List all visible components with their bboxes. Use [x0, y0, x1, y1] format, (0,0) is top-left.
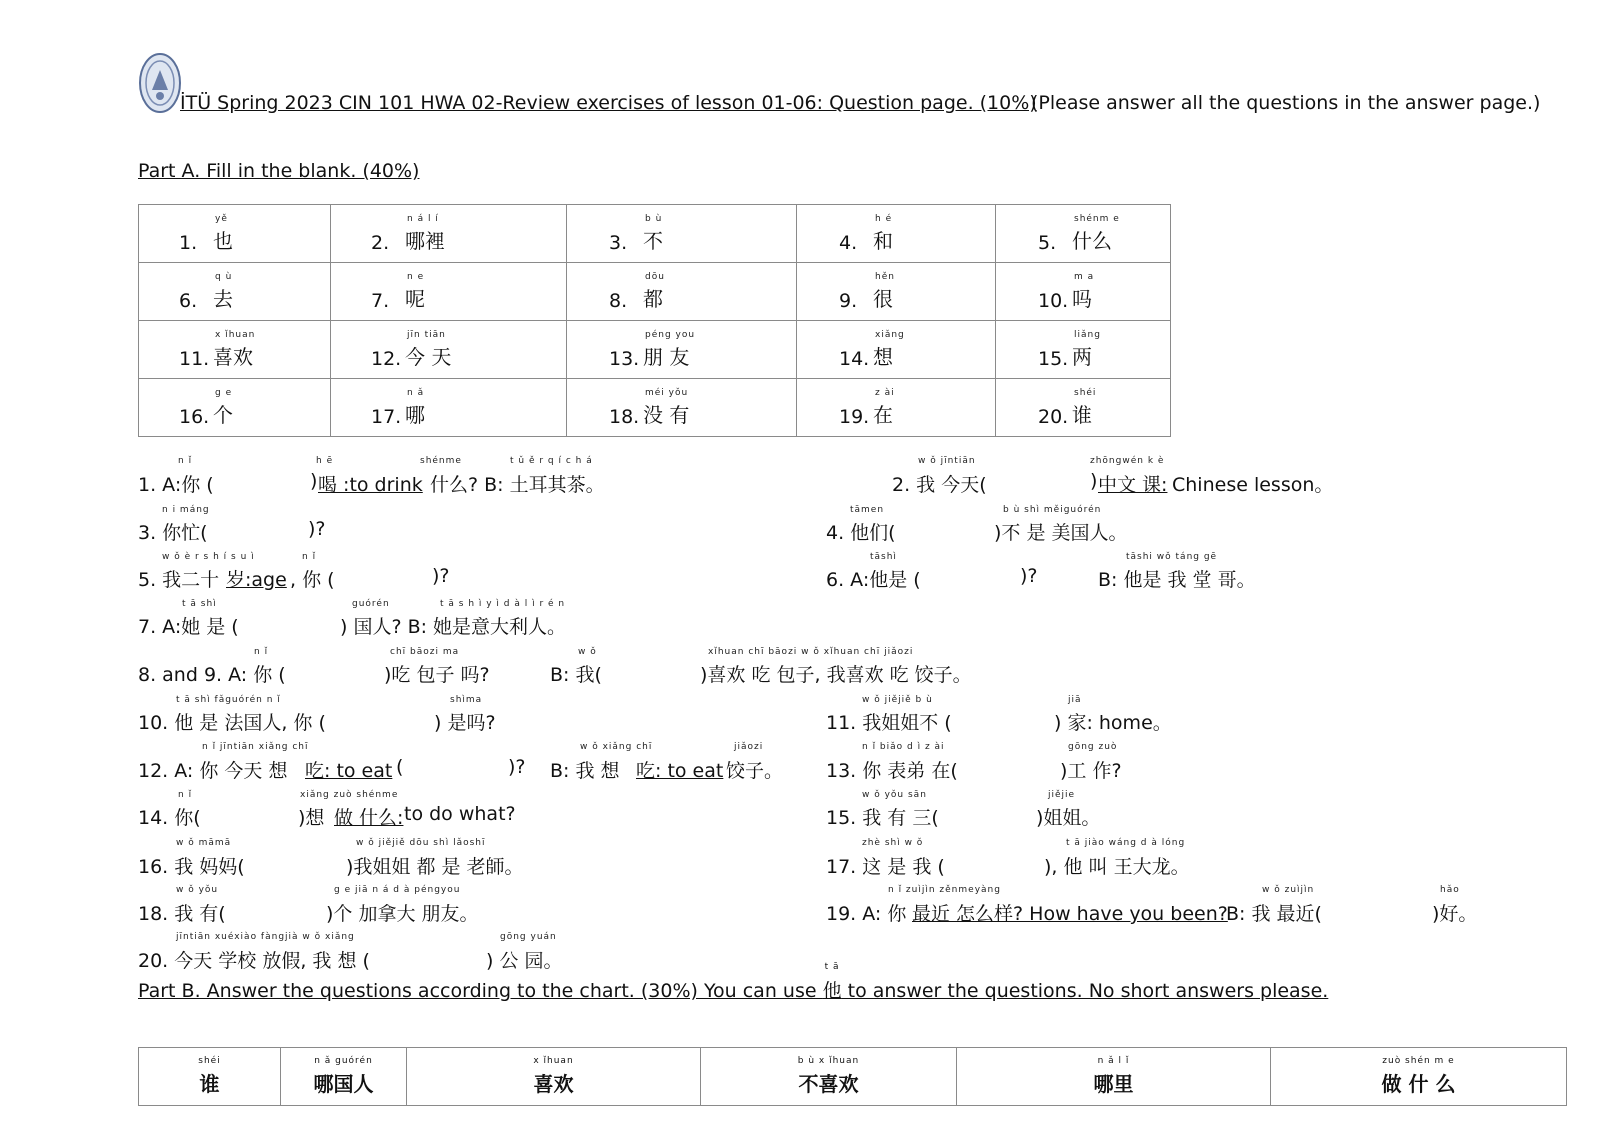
vocab-cell — [996, 205, 1171, 263]
instruction-note: (Please answer all the questions in the answer page.) — [1031, 92, 1541, 114]
question-pinyin: shénme — [420, 456, 462, 466]
vocab-row — [139, 379, 1171, 437]
question-text: )好。 — [1432, 903, 1478, 925]
question-text: )喜欢 吃 包子, 我喜欢 吃 饺子。 — [700, 664, 972, 686]
question-pinyin: t ā shì fǎguórén n ǐ — [176, 695, 281, 705]
vocab-number: 16. — [179, 406, 210, 428]
question-pinyin: w ǒ yǒu sān — [862, 790, 927, 800]
blank-close: )? — [508, 756, 526, 778]
question-pinyin: n i máng — [162, 505, 210, 515]
column-pinyin: zuò shén m e — [1382, 1056, 1455, 1066]
vocab-cell — [139, 321, 331, 379]
vocab-cell — [139, 379, 331, 437]
vocab-number: 4. — [839, 232, 858, 254]
question-11: 11. 我姐姐不 ( — [826, 712, 952, 734]
question-6: 6. A:他是 ( — [826, 569, 921, 591]
question-pinyin: guórén — [352, 599, 390, 609]
part-b-char-pinyin: t ā — [824, 962, 840, 972]
vocab-hanzi: 两 — [1072, 345, 1092, 369]
vocab-pinyin: n e — [407, 272, 425, 282]
vocab-pinyin: n ǎ — [407, 388, 425, 398]
question-pinyin: n ǐ — [178, 790, 193, 800]
column-hanzi: 谁 — [199, 1072, 220, 1096]
question-1: 1. A:你 ( — [138, 474, 214, 496]
question-pinyin: jīntiān xuéxiào fàngjià w ǒ xiǎng — [176, 932, 355, 942]
vocab-row — [139, 321, 1171, 379]
question-pinyin: g e jiā n á d à péngyou — [334, 885, 461, 895]
vocab-row — [139, 205, 1171, 263]
column-pinyin: n ǎ guórén — [314, 1056, 373, 1066]
vocab-hanzi: 和 — [873, 229, 893, 253]
question-pinyin: b ù shì měiguórén — [1003, 505, 1102, 515]
question-pinyin: n ǐ jīntiān xiǎng chī — [202, 742, 309, 752]
vocab-number: 7. — [371, 290, 390, 312]
question-15: 15. 我 有 三( — [826, 807, 939, 829]
vocab-cell — [567, 263, 797, 321]
vocab-pinyin: x ǐhuan — [215, 330, 256, 340]
question-pinyin: n ǐ zuìjìn zěnmeyàng — [888, 885, 1001, 895]
part-b-title — [138, 962, 1329, 1003]
vocab-pinyin: yě — [215, 214, 228, 224]
question-pinyin: w ǒ jiějiě b ù — [862, 695, 933, 705]
question-pinyin: jiā — [1068, 695, 1082, 705]
vocab-cell — [996, 379, 1171, 437]
vocab-cell — [567, 205, 797, 263]
question-2: 2. 我 今天( — [892, 474, 987, 496]
question-pinyin: w ǒ è r s h í s u ì — [162, 552, 255, 562]
chart-column-header — [139, 1048, 281, 1106]
vocab-number: 8. — [609, 290, 628, 312]
question-text: B: 他是 我 堂 哥。 — [1098, 569, 1256, 591]
university-logo-icon — [138, 52, 182, 114]
question-text: ) 国人? B: 她是意大利人。 — [340, 616, 567, 638]
column-hanzi: 哪里 — [1093, 1072, 1134, 1096]
question-text: to do what? — [404, 803, 516, 825]
question-pinyin: tāshi wǒ táng gē — [1126, 552, 1218, 562]
vocab-number: 13. — [609, 348, 640, 370]
vocab-cell — [331, 321, 567, 379]
vocab-number: 18. — [609, 406, 640, 428]
question-text: 饺子。 — [726, 760, 784, 782]
vocab-cell — [139, 263, 331, 321]
vocab-number: 5. — [1038, 232, 1057, 254]
chart-column-header — [957, 1048, 1271, 1106]
question-pinyin: xiǎng zuò shénme — [300, 790, 399, 800]
vocab-hanzi: 个 — [213, 403, 233, 427]
column-pinyin: x ǐhuan — [533, 1056, 574, 1066]
vocab-pinyin: dōu — [645, 272, 665, 282]
vocab-hint: 吃: to eat — [636, 760, 724, 782]
vocab-number: 11. — [179, 348, 210, 370]
question-5: 5. 我二十 — [138, 569, 220, 591]
vocab-cell — [797, 263, 996, 321]
question-18: 18. 我 有( — [138, 903, 226, 925]
question-pinyin: n ǐ — [302, 552, 317, 562]
vocab-number: 20. — [1038, 406, 1069, 428]
question-pinyin: t ǔ ě r q í c h á — [510, 456, 593, 466]
answer-chart-header — [138, 1047, 1567, 1106]
vocab-hanzi: 想 — [873, 345, 893, 369]
question-pinyin: tāshì — [870, 552, 897, 562]
vocab-hanzi: 在 — [873, 403, 893, 427]
vocab-number: 1. — [179, 232, 198, 254]
column-pinyin: b ù x ǐhuan — [797, 1056, 860, 1066]
question-pinyin: w ǒ yǒu — [176, 885, 219, 895]
vocab-cell — [996, 263, 1171, 321]
part-b-title-start: Part B. Answer the questions according to the chart. (30%) You can use — [138, 980, 823, 1002]
vocab-number: 2. — [371, 232, 390, 254]
part-b-title-end: to answer the questions. No short answers please. — [841, 980, 1329, 1002]
vocab-hint: 中文 课: — [1098, 474, 1168, 496]
question-pinyin: xǐhuan chī bāozi w ǒ xǐhuan chī jiǎozi — [708, 647, 914, 657]
vocab-hanzi: 都 — [643, 287, 663, 311]
question-pinyin: w ǒ zuìjìn — [1262, 885, 1315, 895]
vocab-number: 15. — [1038, 348, 1069, 370]
question-12: 12. A: 你 今天 想 — [138, 760, 288, 782]
vocab-hanzi: 去 — [213, 287, 233, 311]
vocab-number: 14. — [839, 348, 870, 370]
vocab-cell — [797, 321, 996, 379]
vocab-pinyin: shénm e — [1074, 214, 1120, 224]
vocab-hanzi: 呢 — [405, 287, 425, 311]
vocab-pinyin: g e — [215, 388, 233, 398]
question-14: 14. 你( — [138, 807, 201, 829]
blank-close: )? — [432, 565, 450, 587]
question-17: 17. 这 是 我 ( — [826, 856, 945, 878]
vocab-hanzi: 谁 — [1072, 403, 1092, 427]
question-text: ( — [396, 756, 404, 778]
vocab-cell — [797, 379, 996, 437]
question-pinyin: h ē — [316, 456, 334, 466]
vocab-cell — [331, 263, 567, 321]
vocab-pinyin: h é — [875, 214, 893, 224]
vocab-number: 19. — [839, 406, 870, 428]
column-hanzi: 喜欢 — [533, 1072, 574, 1096]
vocab-cell — [567, 379, 797, 437]
vocab-pinyin: hěn — [875, 272, 895, 282]
question-19: 19. A: 你 — [826, 903, 907, 925]
vocab-pinyin: n á l í — [407, 214, 439, 224]
vocab-hanzi: 没 有 — [643, 403, 690, 427]
vocab-cell — [331, 379, 567, 437]
question-text: ), 他 叫 王大龙。 — [1044, 856, 1190, 878]
question-pinyin: w ǒ xiǎng chī — [580, 742, 653, 752]
chart-column-header — [407, 1048, 701, 1106]
vocab-hanzi: 哪 — [405, 403, 425, 427]
part-b-char: 他 — [822, 980, 842, 1002]
vocab-cell — [996, 321, 1171, 379]
question-pinyin: gōng zuò — [1068, 742, 1118, 752]
question-pinyin: t ā s h ì y ì d à l ì r é n — [440, 599, 566, 609]
vocab-hint: 岁:age — [226, 569, 287, 591]
vocab-number: 6. — [179, 290, 198, 312]
column-pinyin: n ǎ l ǐ — [1097, 1056, 1130, 1066]
vocab-pinyin: b ù — [645, 214, 663, 224]
vocab-hint: 喝 :to drink — [318, 474, 423, 496]
question-3: 3. 你忙( — [138, 522, 208, 544]
question-text: )吃 包子 吗? — [384, 664, 490, 686]
question-pinyin: zhōngwén k è — [1090, 456, 1165, 466]
question-pinyin: zhè shì w ǒ — [862, 838, 924, 848]
page-header — [138, 52, 1598, 122]
question-pinyin: w ǒ jiějiě dōu shì lǎoshī — [356, 838, 486, 848]
vocab-pinyin: m a — [1074, 272, 1095, 282]
vocab-number: 12. — [371, 348, 402, 370]
question-pinyin: chī bāozi ma — [390, 647, 460, 657]
vocab-hanzi: 朋 友 — [643, 345, 690, 369]
vocab-number: 10. — [1038, 290, 1069, 312]
question-20: 20. 今天 学校 放假, 我 想 ( — [138, 950, 370, 972]
vocab-pinyin: péng you — [645, 330, 696, 340]
chart-column-header — [701, 1048, 957, 1106]
assignment-title: İTÜ Spring 2023 CIN 101 HWA 02-Review exercises of lesson 01-06: Question page. (10%) — [180, 92, 1037, 114]
vocab-cell — [797, 205, 996, 263]
question-10: 10. 他 是 法国人, 你 ( — [138, 712, 326, 734]
vocab-cell — [139, 205, 331, 263]
vocab-pinyin: q ù — [215, 272, 233, 282]
blank-close: )? — [308, 518, 326, 540]
question-text: , 你 ( — [290, 569, 335, 591]
question-text: )不 是 美国人。 — [994, 522, 1128, 544]
column-hanzi: 做 什 么 — [1381, 1072, 1456, 1096]
question-16: 16. 我 妈妈( — [138, 856, 245, 878]
vocab-pinyin: z ài — [875, 388, 895, 398]
vocab-row — [139, 263, 1171, 321]
column-pinyin: shéi — [198, 1056, 221, 1066]
vocab-hanzi: 也 — [213, 229, 233, 253]
vocab-hanzi: 很 — [873, 287, 893, 311]
question-text: B: 我 想 — [550, 760, 620, 782]
vocab-number: 3. — [609, 232, 628, 254]
question-text: ) 家: home。 — [1054, 712, 1172, 734]
vocab-hanzi: 今 天 — [405, 345, 452, 369]
question-pinyin: t ā shì — [182, 599, 217, 609]
question-text: ) 公 园。 — [486, 950, 563, 972]
vocab-hint: 做 什么: — [334, 807, 404, 829]
vocab-pinyin: shéi — [1074, 388, 1097, 398]
question-text: )工 作? — [1060, 760, 1122, 782]
question-text: B: 我( — [550, 664, 602, 686]
vocab-hint: 吃: to eat — [305, 760, 393, 782]
question-text: ) 是吗? — [434, 712, 496, 734]
question-pinyin: gōng yuán — [500, 932, 557, 942]
question-pinyin: shìma — [450, 695, 483, 705]
question-text: Chinese lesson。 — [1172, 474, 1334, 496]
vocab-hanzi: 吗 — [1072, 287, 1092, 311]
question-pinyin: n ǐ — [254, 647, 269, 657]
vocab-number: 17. — [371, 406, 402, 428]
column-hanzi: 不喜欢 — [798, 1072, 859, 1096]
question-7: 7. A:她 是 ( — [138, 616, 239, 638]
question-8-9: 8. and 9. A: 你 ( — [138, 664, 286, 686]
column-hanzi: 哪国人 — [313, 1072, 374, 1096]
vocab-number: 9. — [839, 290, 858, 312]
blank-close: ) — [1090, 470, 1098, 492]
question-text: )姐姐。 — [1036, 807, 1101, 829]
vocab-pinyin: méi yǒu — [645, 388, 689, 398]
question-pinyin: tāmen — [850, 505, 885, 515]
vocab-hint: 最近 怎么样? How have you been? — [912, 903, 1228, 925]
question-text: )我姐姐 都 是 老師。 — [346, 856, 524, 878]
blank-close: ) — [310, 470, 318, 492]
vocab-cell — [567, 321, 797, 379]
question-pinyin: n ǐ biǎo d ì z ài — [862, 742, 945, 752]
question-text: B: 我 最近( — [1226, 903, 1322, 925]
vocab-pinyin: jīn tiān — [407, 330, 446, 340]
question-pinyin: jiǎozi — [734, 742, 764, 752]
question-pinyin: jiějie — [1048, 790, 1076, 800]
chart-column-header — [1271, 1048, 1567, 1106]
question-4: 4. 他们( — [826, 522, 896, 544]
question-pinyin: hǎo — [1440, 885, 1460, 895]
vocab-hanzi: 不 — [643, 229, 663, 253]
part-a-title: Part A. Fill in the blank. (40%) — [138, 160, 420, 182]
question-text: )想 — [298, 807, 325, 829]
question-pinyin: n ǐ — [178, 456, 193, 466]
vocabulary-table — [138, 204, 1171, 437]
chart-column-header — [281, 1048, 407, 1106]
vocab-pinyin: xiǎng — [875, 330, 905, 340]
vocab-hanzi: 哪裡 — [405, 229, 445, 253]
vocab-pinyin: liǎng — [1074, 330, 1101, 340]
vocab-cell — [331, 205, 567, 263]
blank-close: )? — [1020, 565, 1038, 587]
vocab-hanzi: 喜欢 — [213, 345, 253, 369]
question-13: 13. 你 表弟 在( — [826, 760, 958, 782]
question-text: )个 加拿大 朋友。 — [326, 903, 479, 925]
vocab-hanzi: 什么 — [1072, 229, 1112, 253]
question-pinyin: w ǒ jīntiān — [918, 456, 976, 466]
question-pinyin: t ā jiào wáng d à lóng — [1066, 838, 1186, 848]
question-pinyin: w ǒ — [578, 647, 597, 657]
question-pinyin: w ǒ māmā — [176, 838, 232, 848]
question-text: 什么? B: 土耳其茶。 — [430, 474, 605, 496]
